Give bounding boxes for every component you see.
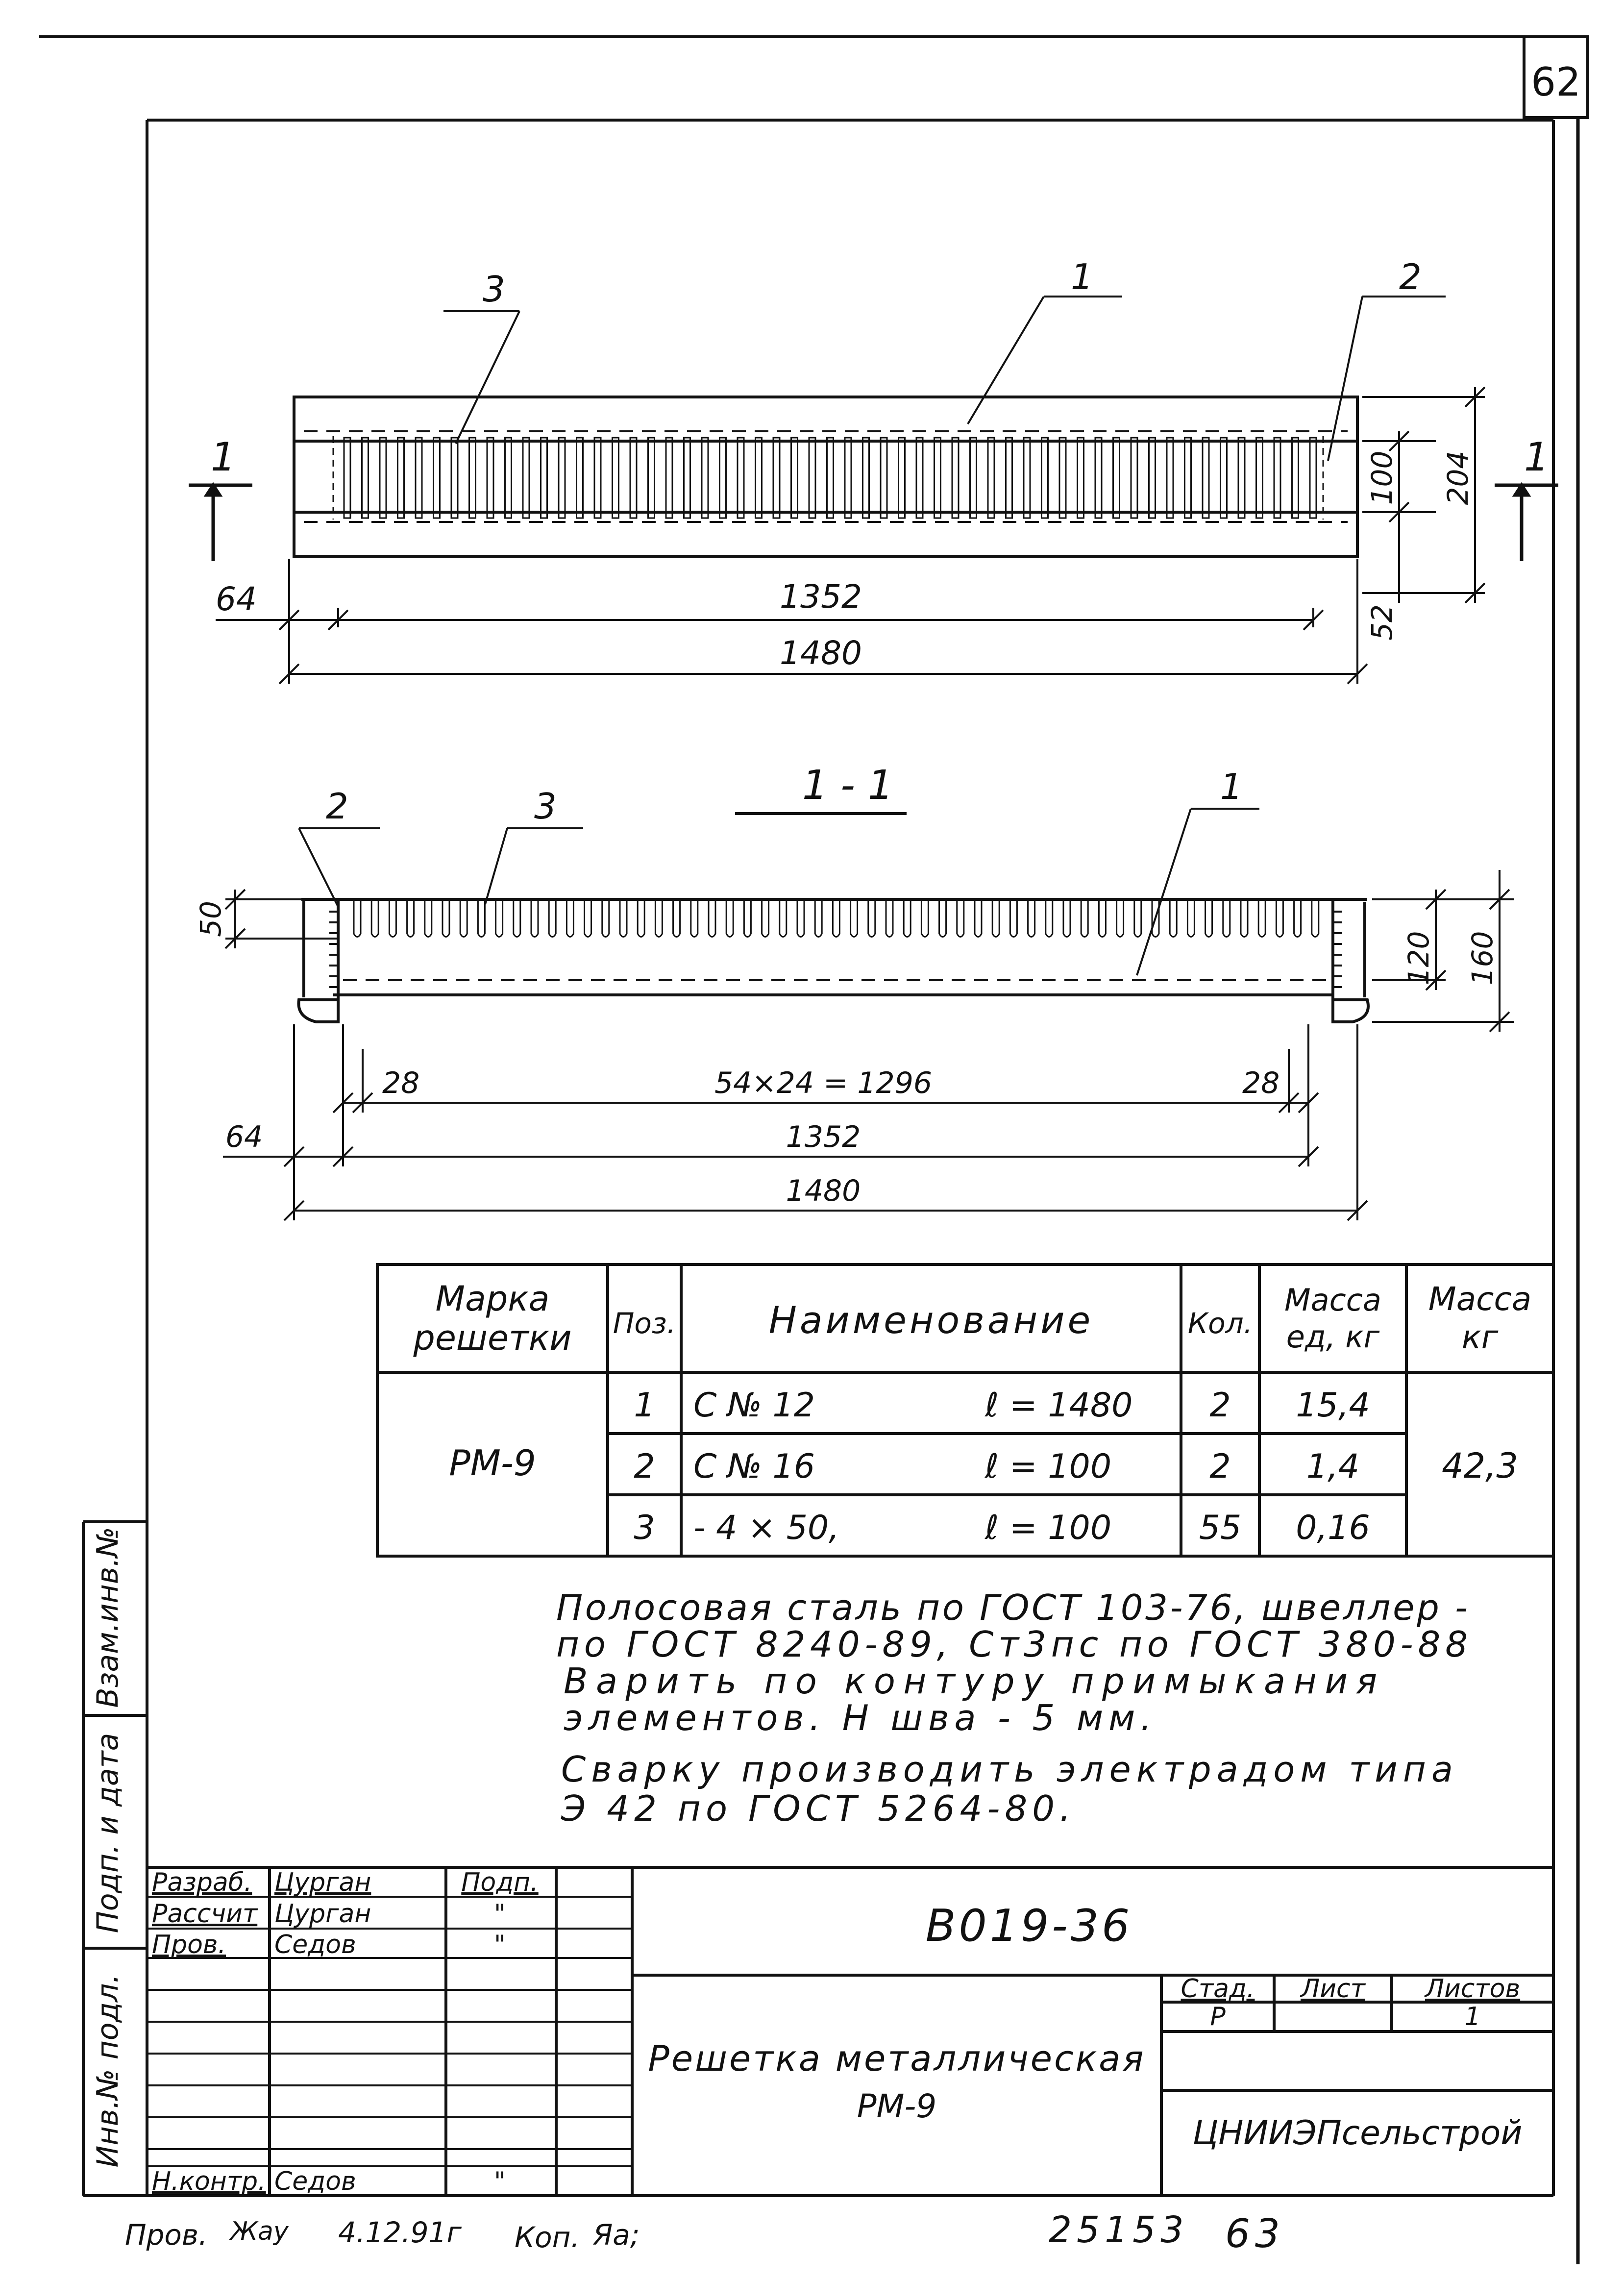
strip-bar [613, 438, 619, 518]
section-dim-120: 120 [1402, 931, 1435, 986]
footer [125, 2209, 1285, 2256]
row-unit-mass: 0,16 [1296, 1509, 1370, 1547]
checked-date: 4.12.91г [338, 2216, 462, 2249]
note-line: Варить по контуру примыкания [564, 1660, 1377, 1702]
section-view [194, 762, 1514, 1220]
strip-bar [684, 438, 690, 518]
strip-bar [1117, 901, 1124, 937]
section-label-2: 2 [326, 786, 348, 827]
plan-dim-1480: 1480 [780, 634, 862, 672]
row-item: - 4 × 50, [693, 1509, 839, 1547]
plan-dim-1352: 1352 [780, 578, 862, 616]
section-mark-right-number: 1 [1524, 434, 1549, 480]
role-name: Цурган [274, 1868, 371, 1897]
role-label: Разраб. [152, 1868, 252, 1897]
strip-bar [809, 438, 815, 518]
organization: ЦНИИЭПсельстрой [1192, 2114, 1523, 2153]
strip-bar [1099, 901, 1106, 937]
archive-number: 25153 [1049, 2209, 1189, 2251]
strip-bar [1095, 438, 1102, 518]
row-qty: 2 [1209, 1386, 1231, 1425]
section-label-3: 3 [534, 786, 557, 827]
strip-bar [1046, 901, 1053, 937]
strip-bar [541, 438, 547, 518]
plan-label-3: 3 [483, 269, 505, 310]
row-qty: 2 [1209, 1447, 1231, 1486]
strip-bar [916, 438, 923, 518]
strip-bar [756, 438, 762, 518]
strip-bar [845, 438, 851, 518]
strip-bar [549, 901, 556, 937]
section-label-1: 1 [1220, 766, 1243, 807]
section-dim-1480: 1480 [786, 1174, 861, 1208]
strip-bar [797, 901, 804, 937]
strip-bar [398, 438, 404, 518]
strip-bar [868, 901, 875, 937]
table-row [634, 1447, 1359, 1486]
strip-bar [1312, 901, 1319, 937]
row-length: ℓ = 100 [985, 1447, 1112, 1486]
strip-bar [380, 438, 386, 518]
strip-bar [975, 901, 982, 937]
strip-bar [709, 901, 715, 937]
strip-bar [1203, 438, 1209, 518]
strip-bar [638, 901, 644, 937]
strip-bar [827, 438, 834, 518]
row-pos: 1 [634, 1386, 655, 1425]
strip-bar [1221, 438, 1227, 518]
drawing-title-line1: Решетка металлическая [648, 2038, 1146, 2079]
strip-bar [630, 438, 637, 518]
section-strip-bars [354, 901, 1319, 937]
strip-bar [1223, 901, 1230, 937]
strip-bar [921, 901, 928, 937]
plan-label-2: 2 [1399, 256, 1422, 297]
strip-bar [881, 438, 887, 518]
note-line: Полосовая сталь по ГОСТ 103-76, швеллер - [556, 1587, 1468, 1628]
row-qty: 55 [1199, 1509, 1242, 1547]
checked-label: Пров. [125, 2218, 208, 2252]
strip-bar [815, 901, 822, 937]
strip-bar [487, 438, 493, 518]
strip-bar [957, 901, 964, 937]
plan-dim-204: 204 [1441, 450, 1475, 505]
strip-bar [425, 901, 432, 937]
strip-bar [602, 901, 609, 937]
channel-hatching [329, 912, 1342, 987]
role-row [152, 2167, 506, 2196]
strip-bar [416, 438, 422, 518]
strip-bar [666, 438, 672, 518]
strip-bar [970, 438, 977, 518]
role-sign: " [494, 2167, 506, 2196]
row-pos: 3 [634, 1509, 655, 1547]
section-dim-28-left: 28 [382, 1066, 420, 1100]
strip-bar [773, 438, 780, 518]
strip-bar [577, 438, 583, 518]
strip-bar [1063, 901, 1070, 937]
strip-bar [1006, 438, 1012, 518]
strip-bar [863, 438, 869, 518]
header-unit-mass: Масса ед, кг [1284, 1282, 1381, 1355]
strip-bar [720, 438, 726, 518]
strip-bar [344, 438, 350, 518]
strip-bar [988, 438, 994, 518]
section-dim-64: 64 [225, 1120, 263, 1154]
role-label: Н.контр. [152, 2167, 266, 2196]
section-mark-right [1495, 485, 1558, 561]
strip-bar [992, 901, 999, 937]
plan-strip-bars [333, 436, 1323, 520]
strip-bar [531, 901, 538, 937]
strip-bar [833, 901, 839, 937]
note-line: по ГОСТ 8240-89, Ст3пс по ГОСТ 380-88 [556, 1624, 1468, 1665]
strip-bar [886, 901, 893, 937]
strip-bar [407, 901, 414, 937]
section-title: 1 - 1 [802, 762, 894, 809]
strip-bar [1059, 438, 1066, 518]
role-sign: Подп. [461, 1868, 539, 1897]
strip-bar [1274, 438, 1280, 518]
sheets-header: Листов [1425, 1974, 1521, 2004]
plan-label-1: 1 [1071, 256, 1093, 297]
role-label: Пров. [152, 1930, 226, 1959]
total-mass-value: 42,3 [1442, 1446, 1518, 1486]
row-unit-mass: 1,4 [1306, 1447, 1360, 1486]
row-unit-mass: 15,4 [1296, 1386, 1370, 1425]
stamp-original-inv: Инв.№ подл. [91, 1974, 125, 2168]
stage-header: Стад. [1181, 1974, 1255, 2004]
grade-value: РМ-9 [449, 1442, 536, 1484]
role-name: Седов [274, 2167, 356, 2196]
role-row [152, 1868, 539, 1897]
strip-bar [585, 901, 591, 937]
role-row [152, 1899, 506, 1929]
section-mark-left [189, 485, 252, 561]
strip-bar [780, 901, 787, 937]
strip-bar [648, 438, 655, 518]
header-qty: Кол. [1187, 1307, 1253, 1340]
role-row [152, 1930, 506, 1959]
strip-bar [1131, 438, 1137, 518]
plan-view [189, 256, 1558, 684]
strip-bar [1078, 438, 1084, 518]
page-number-bottom: 63 [1225, 2211, 1285, 2256]
strip-bar [559, 438, 565, 518]
strip-bar [726, 901, 733, 937]
row-length: ℓ = 1480 [985, 1386, 1133, 1425]
strip-bar [1134, 901, 1141, 937]
checked-signature: Жау [230, 2217, 289, 2246]
strip-bar [1294, 901, 1301, 937]
strip-bar [952, 438, 959, 518]
strip-bar [1187, 901, 1194, 937]
role-name: Седов [274, 1930, 356, 1959]
role-name: Цурган [274, 1899, 371, 1929]
strip-bar [1206, 901, 1212, 937]
row-item: С № 12 [693, 1386, 815, 1425]
note-line: Э 42 по ГОСТ 5264-80. [561, 1788, 1071, 1829]
strip-bar [620, 901, 627, 937]
strip-bar [566, 901, 573, 937]
strip-bar [1310, 438, 1316, 518]
header-name: Наименование [768, 1298, 1094, 1342]
strip-bar [1185, 438, 1191, 518]
copied-label: Коп. [515, 2221, 580, 2254]
strip-bar [505, 438, 512, 518]
note-line: элементов. Н шва - 5 мм. [564, 1697, 1152, 1738]
strip-bar [1276, 901, 1283, 937]
strip-bar [594, 438, 601, 518]
plan-dim-100: 100 [1365, 450, 1399, 505]
strip-bar [354, 901, 361, 937]
row-item: С № 16 [693, 1447, 815, 1486]
strip-bar [496, 901, 503, 937]
strip-bar [899, 438, 905, 518]
strip-bar [1081, 901, 1088, 937]
strip-bar [451, 438, 458, 518]
role-sign: " [494, 1930, 506, 1959]
strip-bar [389, 901, 396, 937]
strip-bar [691, 901, 698, 937]
strip-bar [904, 901, 910, 937]
drawing-title-line2: РМ-9 [857, 2087, 937, 2125]
strip-bar [744, 901, 751, 937]
strip-bar [469, 438, 476, 518]
section-dim-spacing: 54×24 = 1296 [714, 1066, 933, 1100]
strip-bar [1028, 901, 1035, 937]
section-dim-50: 50 [194, 901, 227, 937]
section-dim-28-right: 28 [1242, 1066, 1280, 1100]
strip-bar [371, 901, 378, 937]
section-dim-160: 160 [1466, 931, 1499, 986]
strip-bar [1258, 901, 1265, 937]
section-dim-1352: 1352 [786, 1120, 861, 1154]
strip-bar [939, 901, 946, 937]
header-grade: Марка решетки [413, 1279, 572, 1358]
stamp-replacement-inv: Взам.инв.№ [91, 1527, 125, 1708]
plan-dim-64: 64 [216, 580, 257, 618]
strip-bar [1167, 438, 1173, 518]
strip-bar [673, 901, 680, 937]
title-block [147, 1867, 1553, 2196]
note-line: Сваркy производить электрадом типа [561, 1749, 1453, 1790]
role-label: Рассчит [152, 1899, 258, 1929]
strip-bar [460, 901, 467, 937]
sheet-header: Лист [1301, 1974, 1365, 2004]
section-mark-left-number: 1 [211, 434, 236, 480]
role-sign: " [494, 1899, 506, 1929]
strip-bar [1256, 438, 1263, 518]
strip-bar [1241, 901, 1248, 937]
plan-dim-52: 52 [1365, 604, 1399, 641]
strip-bar [443, 901, 449, 937]
strip-bar [362, 438, 369, 518]
stamp-sign-date: Подп. и дата [91, 1733, 125, 1933]
row-pos: 2 [634, 1447, 655, 1486]
specification-table [377, 1264, 1553, 1556]
strip-bar [762, 901, 769, 937]
strip-bar [523, 438, 529, 518]
sheets-value: 1 [1464, 2002, 1481, 2031]
strip-bar [478, 901, 485, 937]
strip-bar [1042, 438, 1048, 518]
stage-value: Р [1210, 2002, 1226, 2031]
header-total-mass: Масса кг [1428, 1280, 1532, 1356]
page-number: 62 [1531, 59, 1581, 105]
strip-bar [791, 438, 798, 518]
strip-bar [1170, 901, 1177, 937]
row-length: ℓ = 100 [985, 1509, 1112, 1547]
strip-bar [1113, 438, 1120, 518]
strip-bar [1024, 438, 1030, 518]
strip-bar [935, 438, 941, 518]
strip-bar [738, 438, 744, 518]
strip-bar [514, 901, 520, 937]
strip-bar [655, 901, 662, 937]
notes [556, 1587, 1468, 1829]
strip-bar [851, 901, 858, 937]
copied-signature: Яа; [593, 2218, 640, 2252]
strip-bar [1149, 438, 1156, 518]
strip-bar [1292, 438, 1299, 518]
strip-bar [1238, 438, 1245, 518]
strip-bar [434, 438, 440, 518]
strip-bar [1010, 901, 1017, 937]
document-code: В019-36 [925, 1900, 1133, 1952]
header-pos: Поз. [613, 1307, 676, 1340]
strip-bar [702, 438, 708, 518]
